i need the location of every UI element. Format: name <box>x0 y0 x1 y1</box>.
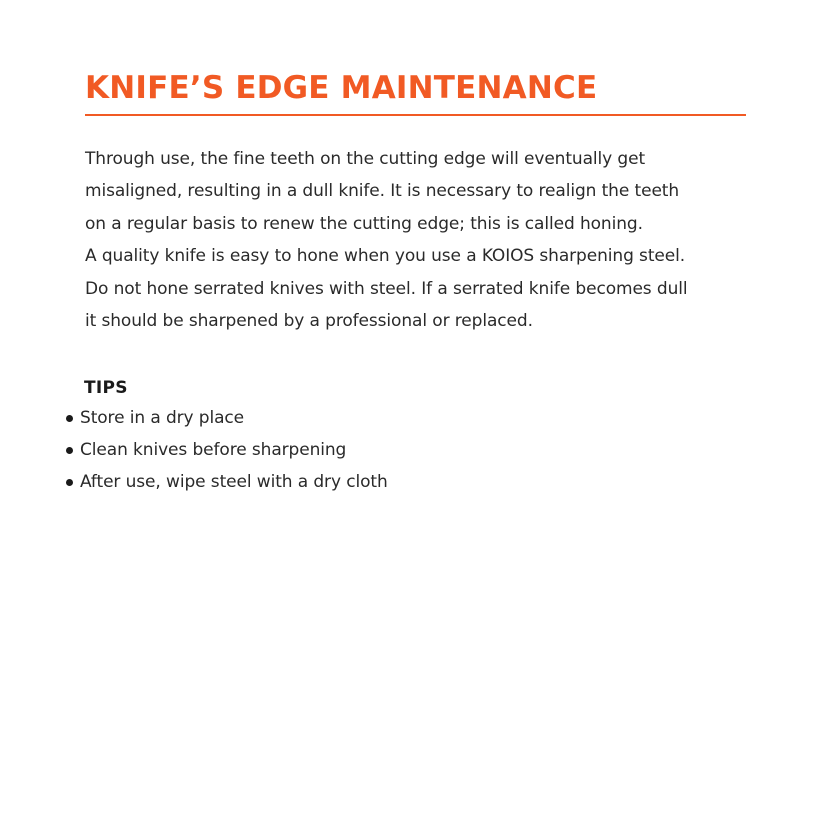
page-title: KNIFE’S EDGE MAINTENANCE <box>85 70 598 106</box>
bullet-icon <box>66 479 73 486</box>
tips-list <box>66 402 388 498</box>
tip-text: Store in a dry place <box>80 408 245 428</box>
body-line: misaligned, resulting in a dull knife. It is necessary to realign the teeth <box>85 181 680 202</box>
body-paragraph <box>85 143 755 337</box>
body-line: on a regular basis to renew the cutting edge; this is called honing. <box>85 213 643 234</box>
list-item <box>66 434 388 466</box>
list-item <box>66 466 388 498</box>
body-line: A quality knife is easy to hone when you use a KOIOS sharpening steel. <box>85 246 686 267</box>
tips-heading: TIPS <box>84 378 128 398</box>
title-underline <box>85 114 746 116</box>
body-line: Through use, the fine teeth on the cutting edge will eventually get <box>85 149 646 169</box>
body-line: Do not hone serrated knives with steel. If a serrated knife becomes dull <box>85 278 688 299</box>
list-item <box>66 402 388 434</box>
tip-text: After use, wipe steel with a dry cloth <box>80 472 388 492</box>
bullet-icon <box>66 447 73 454</box>
tip-text: Clean knives before sharpening <box>80 440 347 460</box>
body-line: it should be sharpened by a professional or replaced. <box>85 311 533 332</box>
bullet-icon <box>66 415 73 422</box>
